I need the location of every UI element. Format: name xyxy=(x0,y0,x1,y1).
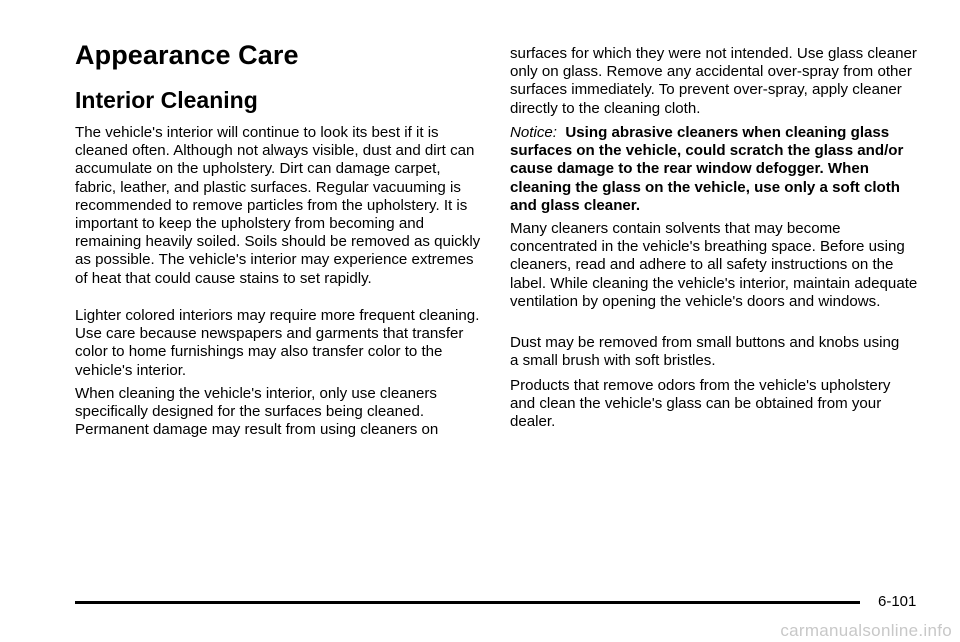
section-title: Appearance Care xyxy=(75,40,299,70)
paragraph-lighter-interiors: Lighter colored interiors may require more frequent cleaning. Use care because newspapers and garments that transfer color to home furnishings may also transfer color to the vehicle's interior. xyxy=(75,307,480,379)
paragraph-cleaners-usage: When cleaning the vehicle's interior, only use cleaners specifically designed for the surfaces being cleaned. Permanent damage may result from using cleaners on xyxy=(75,385,439,439)
paragraph-interior-intro: The vehicle's interior will continue to look its best if it is cleaned often. Although not always visible, dust and dirt can accumulate on the upholstery. Dirt can damage carpet, fabric, leather, and plastic surfaces. Regular vacuuming is recommended to remove particles from the upholstery. It is important to keep the upholstery from becoming and remaining heavily soiled. Soils should be removed as quickly as possible. The vehicle's interior may experience extremes of heat that could cause stains to set rapidly. xyxy=(75,124,481,287)
paragraph-dust-removal: Dust may be removed from small buttons and knobs using a small brush with soft bristles. xyxy=(510,334,900,370)
watermark: carmanualsonline.info xyxy=(780,621,952,640)
notice-text: Using abrasive cleaners when cleaning glass surfaces on the vehicle, could scratch the glass and/or cause damage to the rear window defogger. When cleaning the glass on the vehicle, use only a soft cloth and glass cleaner. xyxy=(510,124,904,214)
paragraph-continuation: surfaces for which they were not intended. Use glass cleaner only on glass. Remove any accidental over-spray from other surfaces immediately. To prevent over-spray, apply cleaner directly to the cleaning cloth. xyxy=(510,45,917,117)
footer-rule xyxy=(75,601,860,604)
notice-paragraph xyxy=(510,124,905,215)
paragraph-odor-products: Products that remove odors from the vehicle's upholstery and clean the vehicle's glass can be obtained from your dealer. xyxy=(510,377,891,431)
paragraph-solvents: Many cleaners contain solvents that may become concentrated in the vehicle's breathing space. Before using cleaners, read and adhere to all safety instructions on the label. While cleaning the vehicle's interior, maintain adequate ventilation by opening the vehicle's doors and windows. xyxy=(510,220,918,310)
page-number: 6-101 xyxy=(878,593,917,610)
notice-label: Notice: xyxy=(510,124,557,141)
subsection-title: Interior Cleaning xyxy=(75,87,258,113)
